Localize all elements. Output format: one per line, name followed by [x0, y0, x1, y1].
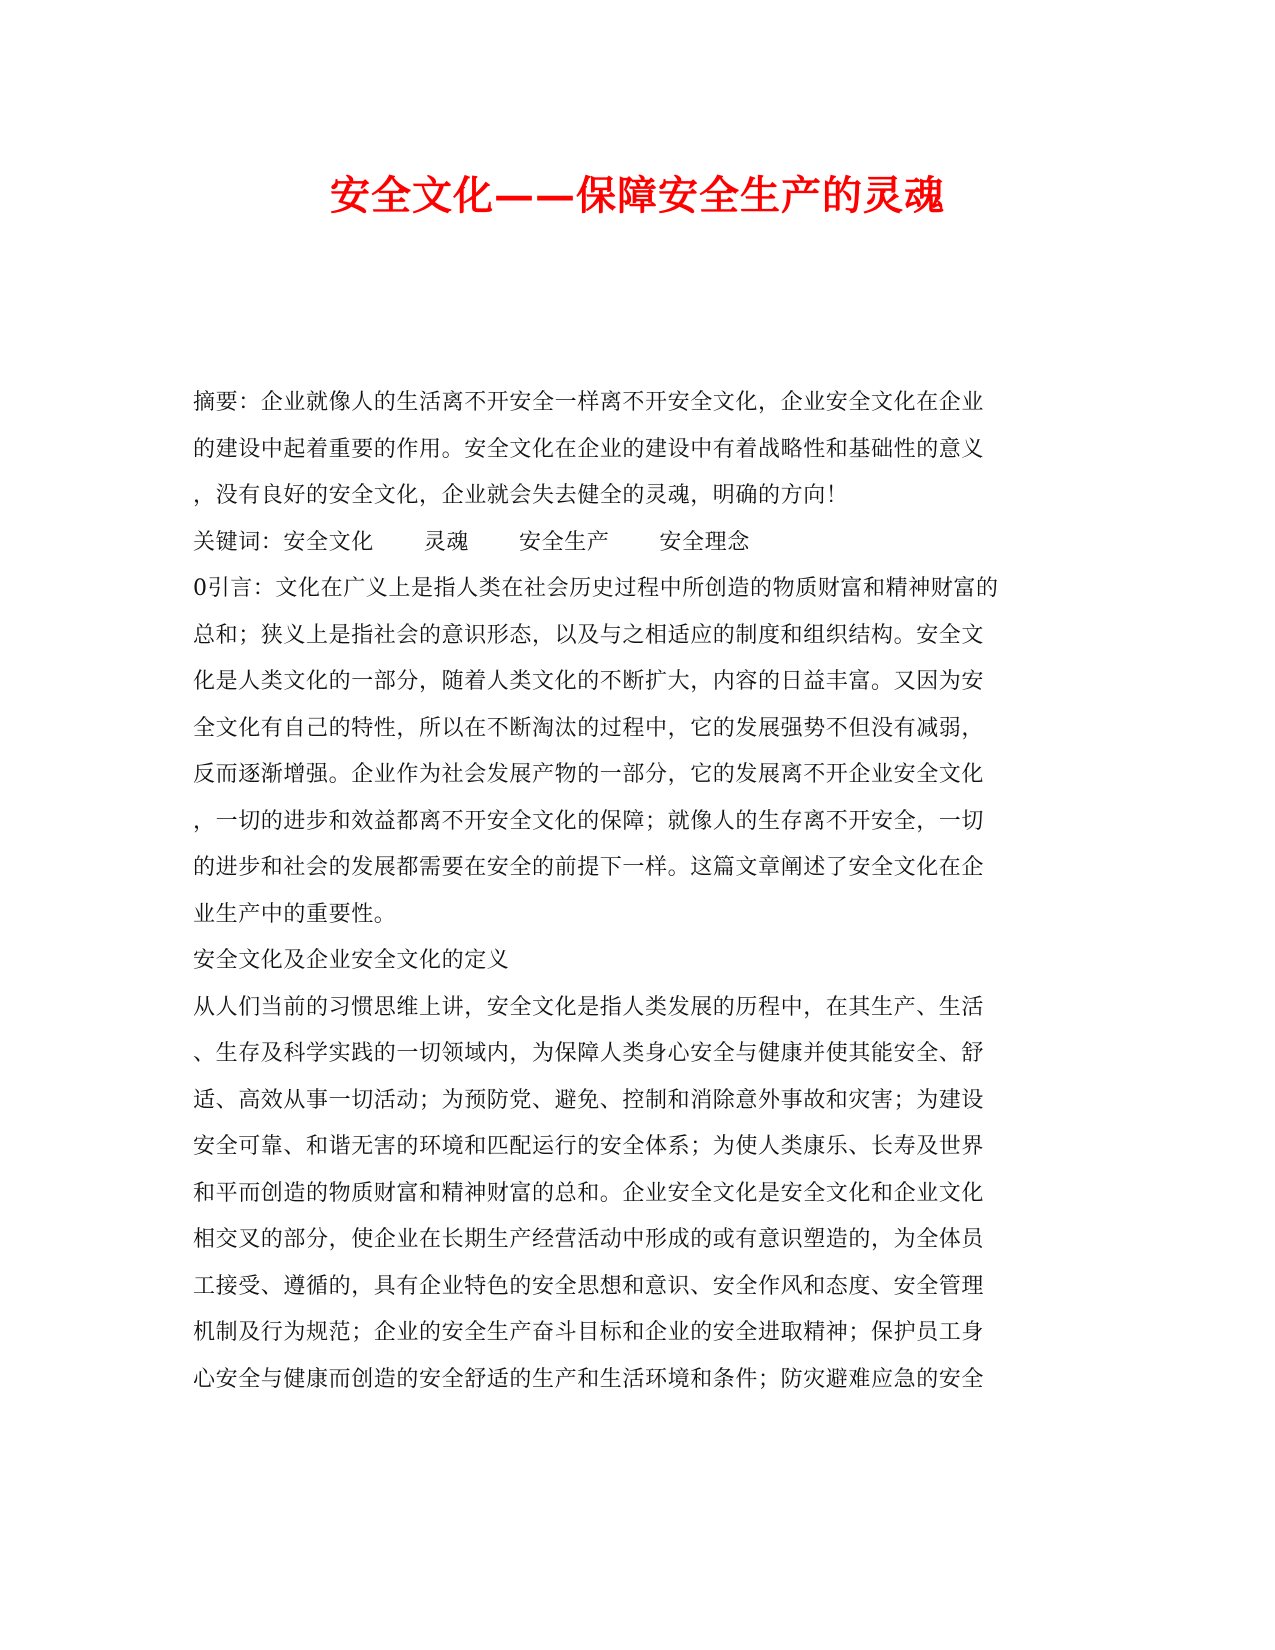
keyword: 安全生产 — [519, 529, 610, 555]
section-line: 从人们当前的习惯思维上讲，安全文化是指人类发展的历程中，在其生产、生活 — [193, 994, 985, 1020]
intro-line: 化是人类文化的一部分，随着人类文化的不断扩大，内容的日益丰富。又因为安 — [193, 669, 985, 694]
keyword: 安全理念 — [659, 529, 750, 555]
intro-paragraph — [193, 566, 1093, 938]
section-line: 相交叉的部分，使企业在长期生产经营活动中形成的或有意识塑造的，为全体员 — [193, 1227, 985, 1252]
intro-line: 0引言：文化在广义上是指人类在社会历史过程中所创造的物质财富和精神财富的 — [193, 576, 999, 601]
abstract-line: 的建设中起着重要的作用。安全文化在企业的建设中有着战略性和基础性的意义 — [193, 436, 985, 462]
section-line: 安全可靠、和谐无害的环境和匹配运行的安全体系；为使人类康乐、长寿及世界 — [193, 1134, 985, 1159]
keyword: 安全文化 — [283, 529, 374, 555]
section-line: 适、高效从事一切活动；为预防党、避免、控制和消除意外事故和灾害；为建设 — [193, 1087, 985, 1113]
section-line: 和平而创造的物质财富和精神财富的总和。企业安全文化是安全文化和企业文化 — [193, 1180, 985, 1206]
intro-line: ，一切的进步和效益都离不开安全文化的保障；就像人的生存离不开安全，一切 — [193, 808, 985, 834]
abstract-paragraph — [193, 380, 1093, 520]
intro-line: 反而逐渐增强。企业作为社会发展产物的一部分，它的发展离不开企业安全文化 — [193, 762, 985, 787]
section-paragraph — [193, 985, 1093, 1404]
keyword: 灵魂 — [423, 529, 470, 555]
document-body — [193, 380, 1093, 1403]
intro-line: 业生产中的重要性。 — [193, 901, 397, 927]
section-line: 机制及行为规范；企业的安全生产奋斗目标和企业的安全进取精神；保护员工身 — [193, 1320, 985, 1345]
section-heading: 安全文化及企业安全文化的定义 — [193, 948, 510, 973]
section-line: 、生存及科学实践的一切领域内，为保障人类身心安全与健康并使其能安全、舒 — [193, 1041, 985, 1066]
keywords-line — [193, 520, 1093, 567]
abstract-line: 摘要：企业就像人的生活离不开安全一样离不开安全文化，企业安全文化在企业 — [193, 390, 985, 415]
intro-line: 全文化有自己的特性，所以在不断淘汰的过程中，它的发展强势不但没有减弱， — [193, 715, 985, 741]
section-line: 工接受、遵循的，具有企业特色的安全思想和意识、安全作风和态度、安全管理 — [193, 1273, 985, 1299]
intro-line: 总和；狭义上是指社会的意识形态，以及与之相适应的制度和组织结构。安全文 — [193, 622, 985, 648]
keywords-label: 关键词： — [193, 529, 284, 555]
abstract-line: ，没有良好的安全文化，企业就会失去健全的灵魂，明确的方向！ — [193, 483, 849, 508]
intro-line: 的进步和社会的发展都需要在安全的前提下一样。这篇文章阐述了安全文化在企 — [193, 855, 985, 880]
document-title: 安全文化——保障安全生产的灵魂 — [330, 172, 945, 219]
section-line: 心安全与健康而创造的安全舒适的生产和生活环境和条件；防灾避难应急的安全 — [193, 1366, 985, 1392]
